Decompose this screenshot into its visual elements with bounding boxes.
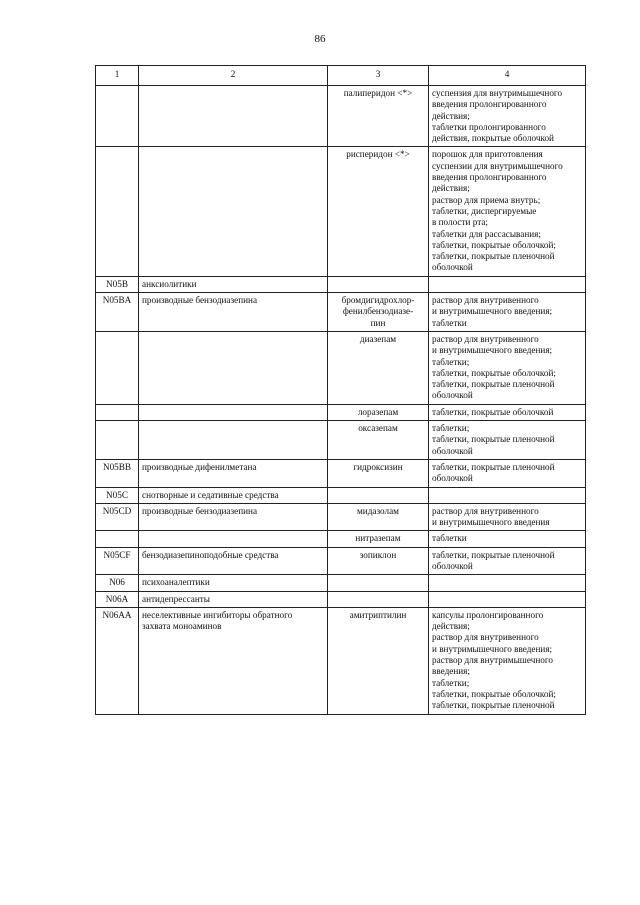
drug-name-cell: [328, 276, 429, 292]
atc-group-cell: [139, 591, 328, 607]
dosage-form-cell-line: таблетки, покрытые оболочкой: [432, 406, 554, 417]
table-row: [96, 331, 586, 404]
dosage-form-cell-line: действия;: [432, 183, 470, 194]
atc-group-cell: [139, 531, 328, 547]
table-row: [96, 421, 586, 460]
dosage-form-cell-line: оболочкой: [432, 390, 473, 401]
dosage-form-cell: [429, 547, 586, 575]
dosage-form-cell-line: таблетки;: [432, 423, 470, 434]
drug-name-cell: [328, 421, 429, 460]
atc-code-cell: N05BA: [96, 293, 139, 332]
drug-name-cell-line: пин: [370, 317, 386, 328]
atc-code-cell: N06AA: [96, 607, 139, 714]
dosage-form-cell-line: действия;: [432, 110, 470, 121]
atc-code-cell: N05C: [96, 487, 139, 503]
column-header-2: 2: [139, 66, 328, 86]
dosage-form-cell-line: таблетки: [432, 317, 467, 328]
atc-code-cell: N05CD: [96, 503, 139, 531]
atc-group-cell-line: производные дифенилметана: [142, 461, 257, 472]
drug-name-cell-line: диазепам: [359, 333, 397, 344]
atc-code-cell: [96, 404, 139, 420]
drug-name-cell: [328, 575, 429, 591]
table-body: [96, 86, 586, 715]
drug-name-cell: [328, 591, 429, 607]
drug-name-cell-line: амитриптилин: [349, 609, 407, 620]
dosage-form-cell-line: суспензия для внутримышечного: [432, 88, 563, 98]
drug-name-cell-line: бромдигидрохлор-: [341, 295, 415, 306]
atc-group-cell-line: производные бензодиазепина: [142, 295, 258, 306]
dosage-form-cell-line: введения пролонгированного: [432, 172, 547, 183]
atc-code-cell: [96, 421, 139, 460]
dosage-form-cell-line: и внутримышечного введения: [432, 517, 550, 528]
atc-group-cell-line: анксиолитики: [142, 278, 197, 289]
atc-group-cell: [139, 459, 328, 487]
dosage-form-cell-line: оболочкой: [432, 445, 473, 456]
drug-name-cell-line: гидроксизин: [353, 461, 403, 472]
atc-group-cell: [139, 607, 328, 714]
table-row: [96, 404, 586, 420]
atc-code-cell: N05BB: [96, 459, 139, 487]
dosage-form-cell-line: введения пролонгированного: [432, 99, 547, 110]
dosage-form-cell: [429, 575, 586, 591]
dosage-form-cell-line: таблетки, покрытые пленочной: [432, 379, 555, 390]
atc-group-cell-line: захвата моноаминов: [142, 621, 222, 632]
dosage-form-cell-line: раствор для внутримышечного: [432, 655, 553, 666]
atc-code-cell: N06: [96, 575, 139, 591]
atc-group-cell: [139, 421, 328, 460]
dosage-form-cell-line: и внутримышечного введения;: [432, 643, 553, 654]
atc-code-cell: N05B: [96, 276, 139, 292]
table-row: [96, 487, 586, 503]
drug-table: [95, 65, 586, 715]
dosage-form-cell-line: и внутримышечного введения;: [432, 306, 553, 317]
dosage-form-cell-line: действия, покрытые оболочкой: [432, 133, 554, 144]
header-row: [96, 66, 586, 86]
atc-code-cell: [96, 86, 139, 147]
drug-name-cell-line: нитразепам: [355, 533, 401, 544]
atc-group-cell-line: бензодиазепиноподобные средства: [142, 549, 279, 560]
dosage-form-cell: [429, 459, 586, 487]
dosage-form-cell: [429, 531, 586, 547]
column-header-4: 4: [429, 66, 586, 86]
drug-name-cell: [328, 607, 429, 714]
atc-group-cell: [139, 487, 328, 503]
dosage-form-cell-line: таблетки;: [432, 677, 470, 688]
dosage-form-cell-line: таблетки, диспергируемые: [432, 205, 537, 216]
drug-name-cell: [328, 293, 429, 332]
dosage-form-cell-line: введения;: [432, 666, 470, 677]
dosage-form-cell-line: таблетки пролонгированного: [432, 121, 546, 132]
table-row: [96, 147, 586, 276]
atc-code-cell: N06A: [96, 591, 139, 607]
drug-name-cell-line: оксазепам: [358, 423, 398, 434]
dosage-form-cell: [429, 503, 586, 531]
table-row: [96, 531, 586, 547]
dosage-form-cell-line: таблетки: [432, 533, 467, 544]
dosage-form-cell: [429, 487, 586, 503]
dosage-form-cell: [429, 591, 586, 607]
dosage-form-cell-line: оболочкой: [432, 473, 473, 484]
dosage-form-cell-line: раствор для внутривенного: [432, 632, 539, 643]
column-header-3: 3: [328, 66, 429, 86]
atc-group-cell-line: производные бензодиазепина: [142, 505, 258, 516]
dosage-form-cell-line: таблетки;: [432, 356, 470, 367]
table-row: [96, 276, 586, 292]
dosage-form-cell: [429, 293, 586, 332]
atc-group-cell-line: антидепрессанты: [142, 593, 210, 604]
dosage-form-cell: [429, 607, 586, 714]
dosage-form-cell-line: в полости рта;: [432, 217, 488, 228]
atc-group-cell: [139, 404, 328, 420]
drug-name-cell: [328, 404, 429, 420]
drug-name-cell-line: фенилбензодиазе-: [342, 306, 414, 317]
page-number: 86: [314, 33, 326, 45]
atc-group-cell: [139, 331, 328, 404]
atc-group-cell: [139, 293, 328, 332]
table-row: [96, 86, 586, 147]
dosage-form-cell: [429, 331, 586, 404]
atc-code-cell: [96, 147, 139, 276]
atc-code-cell: N05CF: [96, 547, 139, 575]
dosage-form-cell: [429, 421, 586, 460]
drug-name-cell: [328, 459, 429, 487]
dosage-form-cell-line: оболочкой: [432, 262, 473, 273]
table-row: [96, 459, 586, 487]
drug-name-cell-line: мидазолам: [356, 505, 399, 516]
table-row: [96, 591, 586, 607]
dosage-form-cell-line: и внутримышечного введения;: [432, 345, 553, 356]
dosage-form-cell-line: раствор для внутривенного: [432, 295, 539, 306]
drug-name-cell: [328, 503, 429, 531]
drug-name-cell: [328, 547, 429, 575]
atc-group-cell-line: психоаналептики: [142, 577, 210, 588]
dosage-form-cell-line: таблетки, покрытые оболочкой;: [432, 239, 556, 250]
drug-name-cell: [328, 331, 429, 404]
dosage-form-cell-line: таблетки, покрытые пленочной: [432, 251, 555, 262]
drug-name-cell-line: палиперидон <*>: [343, 88, 413, 98]
dosage-form-cell-line: таблетки для рассасывания;: [432, 228, 541, 239]
dosage-form-cell-line: порошок для приготовления: [432, 149, 543, 160]
table-row: [96, 503, 586, 531]
atc-group-cell-line: неселективные ингибиторы обратного: [142, 609, 293, 620]
drug-name-cell: [328, 531, 429, 547]
table-row: [96, 293, 586, 332]
drug-name-cell: [328, 487, 429, 503]
drug-name-cell-line: рисперидон <*>: [346, 149, 410, 160]
dosage-form-cell: [429, 86, 586, 147]
dosage-form-cell-line: таблетки, покрытые пленочной: [432, 461, 555, 472]
atc-group-cell: [139, 86, 328, 147]
table-row: [96, 547, 586, 575]
dosage-form-cell-line: таблетки, покрытые пленочной: [432, 549, 555, 560]
atc-code-cell: [96, 531, 139, 547]
dosage-form-cell: [429, 147, 586, 276]
dosage-form-cell-line: действия;: [432, 621, 470, 632]
dosage-form-cell-line: таблетки, покрытые пленочной: [432, 434, 555, 445]
dosage-form-cell-line: раствор для приема внутрь;: [432, 194, 541, 205]
dosage-form-cell: [429, 404, 586, 420]
drug-name-cell: [328, 147, 429, 276]
drug-name-cell-line: зопиклон: [359, 549, 397, 560]
atc-group-cell: [139, 503, 328, 531]
dosage-form-cell-line: капсулы пролонгированного: [432, 609, 544, 620]
dosage-form-cell-line: суспензии для внутримышечного: [432, 160, 563, 171]
atc-group-cell: [139, 547, 328, 575]
atc-group-cell: [139, 276, 328, 292]
dosage-form-cell-line: оболочкой: [432, 560, 473, 571]
drug-name-cell: [328, 86, 429, 147]
drug-name-cell-line: лоразепам: [357, 406, 399, 417]
dosage-form-cell-line: таблетки, покрытые оболочкой;: [432, 688, 556, 699]
atc-code-cell: [96, 331, 139, 404]
dosage-form-cell-line: раствор для внутривенного: [432, 505, 539, 516]
atc-group-cell-line: снотворные и седативные средства: [142, 489, 279, 500]
table-row: [96, 575, 586, 591]
dosage-form-cell-line: таблетки, покрытые пленочной: [432, 700, 555, 711]
column-header-1: 1: [96, 66, 139, 86]
dosage-form-cell-line: раствор для внутривенного: [432, 333, 539, 344]
table-row: [96, 607, 586, 714]
dosage-form-cell: [429, 276, 586, 292]
dosage-form-cell-line: таблетки, покрытые оболочкой;: [432, 367, 556, 378]
atc-group-cell: [139, 147, 328, 276]
atc-group-cell: [139, 575, 328, 591]
